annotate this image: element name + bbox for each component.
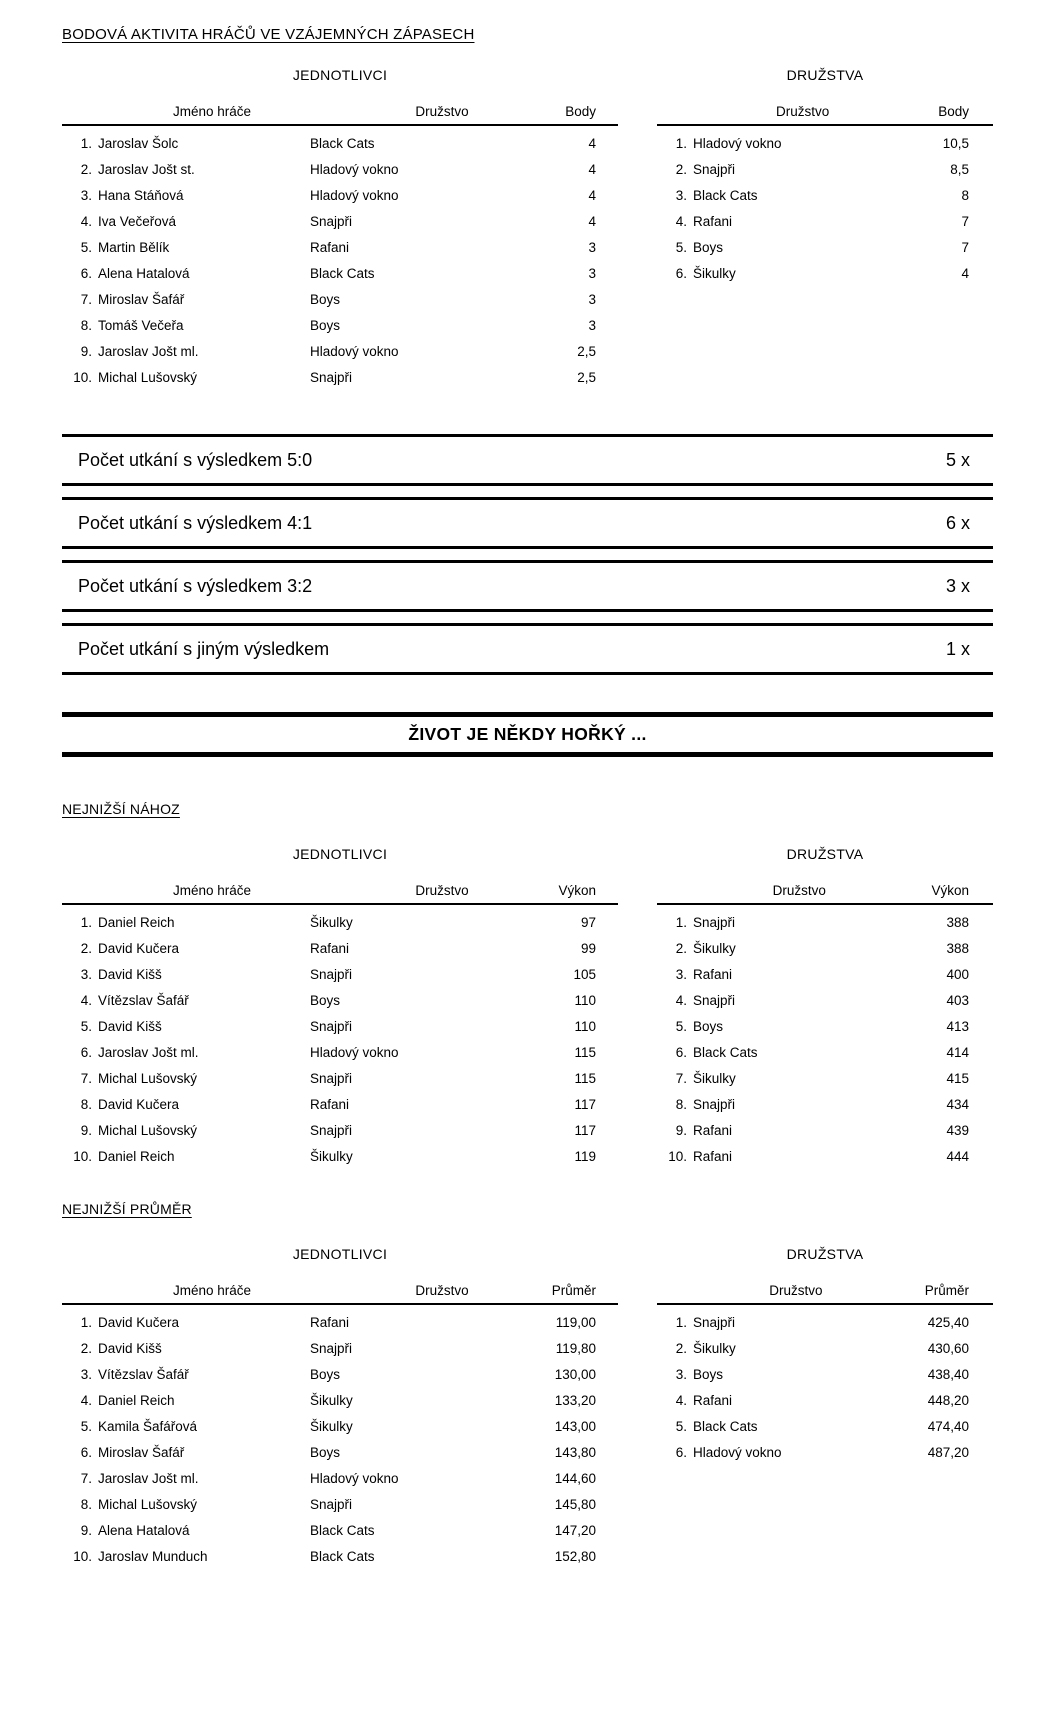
table-row	[62, 1465, 618, 1491]
cell-name: Jaroslav Jošt ml.	[98, 1044, 199, 1060]
band-count: 5 x	[945, 449, 970, 470]
cell-team: Šikulky	[310, 1392, 353, 1408]
table-row	[657, 961, 993, 987]
table-row	[62, 156, 618, 182]
table-body	[657, 905, 993, 1169]
cell-name: Vítězslav Šafář	[98, 1366, 189, 1382]
table-row	[62, 286, 618, 312]
cell-value: 143,80	[554, 1444, 596, 1460]
cell-rank: 6.	[675, 265, 687, 281]
table-row	[657, 1039, 993, 1065]
table-row	[657, 182, 993, 208]
section-heading-lowest-average: NEJNIŽŠÍ PRŮMĚR	[62, 1201, 192, 1217]
cell-value: 474,40	[927, 1418, 969, 1434]
cell-rank: 6.	[675, 1444, 687, 1460]
cell-value: 97	[580, 914, 596, 930]
cell-rank: 7.	[80, 291, 92, 307]
cell-rank: 2.	[80, 1340, 92, 1356]
cell-name: David Kučera	[98, 1096, 180, 1112]
table-header-row	[62, 104, 618, 126]
table-row	[62, 935, 618, 961]
cell-team: Boys	[310, 1366, 341, 1382]
points-individuals-table	[62, 67, 618, 390]
cell-value: 444	[946, 1148, 969, 1164]
table-title-individuals: JEDNOTLIVCI	[292, 1246, 388, 1262]
cell-rank: 3.	[80, 1366, 92, 1382]
cell-value: 448,20	[927, 1392, 969, 1408]
cell-team: Rafani	[310, 940, 350, 956]
cell-rank: 5.	[675, 239, 687, 255]
band-label: Počet utkání s výsledkem 4:1	[78, 512, 313, 533]
cell-value: 144,60	[554, 1470, 596, 1486]
table-row	[62, 987, 618, 1013]
table-row	[62, 130, 618, 156]
cell-team: Boys	[310, 1444, 341, 1460]
table-row	[657, 1387, 993, 1413]
cell-value: 4	[588, 161, 596, 177]
table-row	[657, 1439, 993, 1465]
cell-name: Miroslav Šafář	[98, 291, 185, 307]
cell-value: 3	[588, 239, 596, 255]
cell-team: Snajpři	[693, 1096, 736, 1112]
table-row	[62, 260, 618, 286]
cell-team: Hladový vokno	[310, 161, 399, 177]
column-header-team: Družstvo	[769, 1283, 823, 1298]
table-header-row	[62, 883, 618, 905]
cell-team: Hladový vokno	[310, 1470, 399, 1486]
cell-value: 3	[588, 317, 596, 333]
section-heading-lowest-throw: NEJNIŽŠÍ NÁHOZ	[62, 801, 180, 817]
cell-team: Snajpři	[310, 1018, 353, 1034]
cell-name: David Kučera	[98, 940, 180, 956]
table-row	[62, 182, 618, 208]
table-row	[62, 364, 618, 390]
cell-rank: 6.	[80, 1044, 92, 1060]
cell-value: 115	[574, 1070, 596, 1086]
cell-rank: 1.	[80, 914, 92, 930]
cell-rank: 6.	[80, 1444, 92, 1460]
cell-team: Hladový vokno	[693, 135, 782, 151]
band-count: 3 x	[945, 575, 970, 596]
table-title-individuals: JEDNOTLIVCI	[292, 846, 388, 862]
cell-value: 4	[588, 187, 596, 203]
cell-name: Iva Večeřová	[98, 213, 177, 229]
cell-name: Hana Stáňová	[98, 187, 184, 203]
column-header-team: Družstvo	[415, 1283, 469, 1298]
table-body	[62, 905, 618, 1169]
cell-team: Black Cats	[310, 265, 375, 281]
cell-value: 8	[961, 187, 969, 203]
cell-rank: 4.	[80, 992, 92, 1008]
table-row	[62, 1335, 618, 1361]
page-title: BODOVÁ AKTIVITA HRÁČŮ VE VZÁJEMNÝCH ZÁPASECH	[62, 26, 475, 43]
cell-rank: 4.	[80, 213, 92, 229]
table-title-teams: DRUŽSTVA	[786, 1246, 864, 1262]
cell-rank: 3.	[80, 187, 92, 203]
result-count-band-4-1	[62, 497, 993, 549]
cell-team: Šikulky	[693, 1070, 736, 1086]
cell-team: Rafani	[310, 1096, 350, 1112]
cell-value: 425,40	[927, 1314, 969, 1330]
table-row	[62, 1517, 618, 1543]
lowest-average-teams-table	[657, 1246, 993, 1465]
table-row	[62, 1543, 618, 1569]
cell-value: 388	[946, 914, 969, 930]
cell-team: Snajpři	[693, 914, 736, 930]
cell-value: 434	[946, 1096, 969, 1112]
cell-team: Boys	[310, 992, 341, 1008]
table-row	[657, 1361, 993, 1387]
table-row	[62, 1413, 618, 1439]
cell-team: Snajpři	[310, 1122, 353, 1138]
cell-team: Šikulky	[310, 914, 353, 930]
band-count: 6 x	[945, 512, 970, 533]
cell-value: 7	[961, 239, 969, 255]
cell-name: Vítězslav Šafář	[98, 992, 189, 1008]
cell-value: 130,00	[554, 1366, 596, 1382]
cell-name: Michal Lušovský	[98, 369, 198, 385]
table-row	[657, 1065, 993, 1091]
cell-value: 415	[946, 1070, 969, 1086]
table-header-row	[657, 1283, 993, 1305]
cell-rank: 5.	[80, 1418, 92, 1434]
cell-name: Daniel Reich	[98, 1148, 175, 1164]
cell-name: Tomáš Večeřa	[98, 317, 184, 333]
cell-team: Snajpři	[310, 966, 353, 982]
cell-value: 3	[588, 291, 596, 307]
cell-rank: 7.	[675, 1070, 687, 1086]
table-row	[657, 909, 993, 935]
result-count-band-3-2	[62, 560, 993, 612]
cell-rank: 3.	[675, 1366, 687, 1382]
cell-value: 413	[946, 1018, 969, 1034]
table-row	[62, 1013, 618, 1039]
cell-team: Hladový vokno	[310, 343, 399, 359]
lowest-throw-teams-table	[657, 846, 993, 1169]
cell-team: Rafani	[310, 239, 350, 255]
table-row	[657, 208, 993, 234]
table-row	[657, 1117, 993, 1143]
cell-rank: 6.	[80, 265, 92, 281]
cell-rank: 5.	[80, 239, 92, 255]
band-count: 1 x	[945, 638, 970, 659]
points-teams-table	[657, 67, 993, 286]
cell-value: 143,00	[554, 1418, 596, 1434]
cell-team: Black Cats	[310, 1548, 375, 1564]
cell-value: 110	[574, 1018, 596, 1034]
lowest-average-individuals-table	[62, 1246, 618, 1569]
cell-team: Rafani	[693, 1122, 733, 1138]
cell-name: David Kišš	[98, 1340, 162, 1356]
cell-rank: 9.	[80, 1122, 92, 1138]
cell-value: 438,40	[927, 1366, 969, 1382]
cell-team: Black Cats	[693, 1418, 758, 1434]
cell-rank: 2.	[80, 161, 92, 177]
cell-name: Daniel Reich	[98, 914, 175, 930]
table-row	[657, 1335, 993, 1361]
table-row	[62, 909, 618, 935]
cell-value: 2,5	[577, 369, 596, 385]
cell-rank: 3.	[80, 966, 92, 982]
cell-name: Kamila Šafářová	[98, 1418, 198, 1434]
column-header-team: Družstvo	[775, 104, 830, 119]
lowest-throw-individuals-table	[62, 846, 618, 1169]
cell-rank: 9.	[80, 1522, 92, 1538]
band-label: Počet utkání s výsledkem 5:0	[78, 449, 313, 470]
cell-team: Boys	[693, 1366, 724, 1382]
cell-team: Snajpři	[693, 992, 736, 1008]
cell-team: Black Cats	[310, 135, 375, 151]
table-row	[657, 987, 993, 1013]
cell-value: 388	[946, 940, 969, 956]
table-title-individuals: JEDNOTLIVCI	[292, 67, 388, 83]
cell-rank: 7.	[80, 1470, 92, 1486]
cell-value: 439	[946, 1122, 969, 1138]
table-row	[62, 1091, 618, 1117]
cell-value: 487,20	[927, 1444, 969, 1460]
cell-team: Snajpři	[693, 161, 736, 177]
cell-value: 7	[961, 213, 969, 229]
cell-name: Alena Hatalová	[98, 265, 190, 281]
cell-team: Snajpři	[310, 213, 353, 229]
cell-name: Miroslav Šafář	[98, 1444, 185, 1460]
cell-value: 4	[961, 265, 969, 281]
cell-value: 400	[946, 966, 969, 982]
lowest-throw-tables-pair	[62, 846, 993, 1169]
cell-value: 115	[574, 1044, 596, 1060]
cell-rank: 1.	[80, 1314, 92, 1330]
cell-team: Black Cats	[310, 1522, 375, 1538]
cell-name: Michal Lušovský	[98, 1122, 198, 1138]
cell-rank: 2.	[675, 940, 687, 956]
table-row	[62, 1439, 618, 1465]
table-row	[657, 1143, 993, 1169]
cell-team: Snajpři	[310, 1496, 353, 1512]
table-row	[62, 1143, 618, 1169]
table-row	[62, 1361, 618, 1387]
column-header-value: Výkon	[558, 883, 596, 898]
cell-value: 4	[588, 135, 596, 151]
table-row	[657, 234, 993, 260]
cell-value: 145,80	[554, 1496, 596, 1512]
column-header-value: Průměr	[551, 1283, 596, 1298]
table-row	[62, 1491, 618, 1517]
cell-team: Boys	[693, 1018, 724, 1034]
cell-rank: 2.	[675, 161, 687, 177]
cell-rank: 10.	[668, 1148, 687, 1164]
cell-team: Šikulky	[310, 1418, 353, 1434]
cell-team: Rafani	[693, 1148, 733, 1164]
cell-rank: 8.	[675, 1096, 687, 1112]
cell-value: 147,20	[554, 1522, 596, 1538]
cell-value: 105	[573, 966, 596, 982]
cell-rank: 1.	[675, 1314, 687, 1330]
table-row	[62, 1039, 618, 1065]
table-header-row	[62, 1283, 618, 1305]
column-header-value: Výkon	[931, 883, 969, 898]
column-header-team: Družstvo	[772, 883, 826, 898]
cell-name: Jaroslav Jošt st.	[98, 161, 195, 177]
table-title-teams: DRUŽSTVA	[786, 846, 864, 862]
cell-name: Jaroslav Munduch	[98, 1548, 208, 1564]
column-header-value: Body	[565, 104, 596, 119]
cell-name: Martin Bělík	[98, 239, 170, 255]
table-title-teams: DRUŽSTVA	[786, 67, 864, 83]
table-row	[62, 208, 618, 234]
cell-team: Snajpři	[310, 369, 353, 385]
cell-rank: 8.	[80, 317, 92, 333]
cell-name: Jaroslav Jošt ml.	[98, 1470, 199, 1486]
cell-rank: 6.	[675, 1044, 687, 1060]
table-row	[657, 156, 993, 182]
cell-rank: 3.	[675, 966, 687, 982]
cell-rank: 9.	[675, 1122, 687, 1138]
result-count-band-other	[62, 623, 993, 675]
cell-rank: 5.	[675, 1018, 687, 1034]
table-body	[62, 126, 618, 390]
cell-rank: 5.	[675, 1418, 687, 1434]
cell-rank: 10.	[73, 1148, 92, 1164]
cell-value: 414	[946, 1044, 969, 1060]
cell-name: Daniel Reich	[98, 1392, 175, 1408]
table-row	[62, 312, 618, 338]
cell-team: Snajpři	[310, 1070, 353, 1086]
cell-team: Boys	[693, 239, 724, 255]
cell-team: Rafani	[693, 1392, 733, 1408]
cell-team: Boys	[310, 317, 341, 333]
cell-rank: 9.	[80, 343, 92, 359]
column-header-team: Družstvo	[415, 883, 469, 898]
table-row	[62, 961, 618, 987]
table-row	[657, 1091, 993, 1117]
cell-rank: 8.	[80, 1096, 92, 1112]
column-header-name: Jméno hráče	[172, 1283, 252, 1298]
cell-team: Hladový vokno	[310, 187, 399, 203]
cell-rank: 1.	[80, 135, 92, 151]
cell-value: 119	[574, 1148, 596, 1164]
cell-team: Snajpři	[693, 1314, 736, 1330]
cell-value: 119,80	[555, 1340, 596, 1356]
column-header-value: Body	[938, 104, 969, 119]
cell-rank: 3.	[675, 187, 687, 203]
cell-team: Šikulky	[693, 940, 736, 956]
table-header-row	[657, 883, 993, 905]
table-body	[657, 126, 993, 286]
cell-name: David Kučera	[98, 1314, 180, 1330]
table-row	[62, 1065, 618, 1091]
cell-value: 152,80	[554, 1548, 596, 1564]
cell-value: 2,5	[577, 343, 596, 359]
cell-name: Alena Hatalová	[98, 1522, 190, 1538]
cell-value: 99	[580, 940, 596, 956]
cell-team: Rafani	[693, 213, 733, 229]
cell-value: 3	[588, 265, 596, 281]
column-header-team: Družstvo	[415, 104, 469, 119]
table-body	[657, 1305, 993, 1465]
cell-value: 8,5	[950, 161, 969, 177]
table-row	[657, 130, 993, 156]
cell-rank: 4.	[675, 1392, 687, 1408]
cell-team: Black Cats	[693, 187, 758, 203]
cell-value: 117	[574, 1096, 596, 1112]
cell-team: Šikulky	[310, 1148, 353, 1164]
table-row	[657, 1013, 993, 1039]
cell-rank: 1.	[675, 135, 687, 151]
cell-value: 403	[946, 992, 969, 1008]
table-row	[62, 234, 618, 260]
column-header-name: Jméno hráče	[172, 104, 252, 119]
cell-rank: 8.	[80, 1496, 92, 1512]
cell-name: David Kišš	[98, 1018, 162, 1034]
result-count-bands	[62, 434, 993, 675]
cell-team: Šikulky	[693, 265, 736, 281]
cell-team: Black Cats	[693, 1044, 758, 1060]
table-row	[657, 935, 993, 961]
cell-value: 4	[588, 213, 596, 229]
table-row	[62, 338, 618, 364]
cell-value: 10,5	[942, 135, 969, 151]
cell-rank: 4.	[80, 1392, 92, 1408]
cell-rank: 4.	[675, 992, 687, 1008]
cell-team: Snajpři	[310, 1340, 353, 1356]
points-tables-pair	[62, 67, 993, 390]
cell-team: Rafani	[693, 966, 733, 982]
table-row	[62, 1387, 618, 1413]
table-row	[657, 260, 993, 286]
band-label: Počet utkání s výsledkem 3:2	[78, 575, 313, 596]
lowest-average-tables-pair	[62, 1246, 993, 1569]
cell-team: Šikulky	[693, 1340, 736, 1356]
cell-value: 117	[574, 1122, 596, 1138]
banner-life-is-bitter: ŽIVOT JE NĚKDY HOŘKÝ ...	[62, 712, 993, 757]
cell-rank: 2.	[80, 940, 92, 956]
cell-rank: 7.	[80, 1070, 92, 1086]
column-header-value: Průměr	[924, 1283, 969, 1298]
cell-name: Jaroslav Jošt ml.	[98, 343, 199, 359]
result-count-band-5-0	[62, 434, 993, 486]
cell-name: Michal Lušovský	[98, 1496, 198, 1512]
table-header-row	[657, 104, 993, 126]
cell-value: 430,60	[927, 1340, 969, 1356]
cell-name: Michal Lušovský	[98, 1070, 198, 1086]
table-row	[657, 1413, 993, 1439]
band-label: Počet utkání s jiným výsledkem	[78, 638, 330, 659]
cell-rank: 2.	[675, 1340, 687, 1356]
cell-rank: 10.	[73, 1548, 92, 1564]
cell-team: Boys	[310, 291, 341, 307]
cell-team: Rafani	[310, 1314, 350, 1330]
table-row	[62, 1117, 618, 1143]
cell-value: 119,00	[555, 1314, 596, 1330]
cell-name: Jaroslav Šolc	[98, 135, 179, 151]
column-header-name: Jméno hráče	[172, 883, 252, 898]
cell-value: 110	[574, 992, 596, 1008]
cell-rank: 1.	[675, 914, 687, 930]
cell-team: Hladový vokno	[693, 1444, 782, 1460]
cell-rank: 4.	[675, 213, 687, 229]
cell-team: Hladový vokno	[310, 1044, 399, 1060]
table-row	[657, 1309, 993, 1335]
cell-name: David Kišš	[98, 966, 162, 982]
cell-rank: 5.	[80, 1018, 92, 1034]
table-row	[62, 1309, 618, 1335]
cell-value: 133,20	[554, 1392, 596, 1408]
table-body	[62, 1305, 618, 1569]
cell-rank: 10.	[73, 369, 92, 385]
